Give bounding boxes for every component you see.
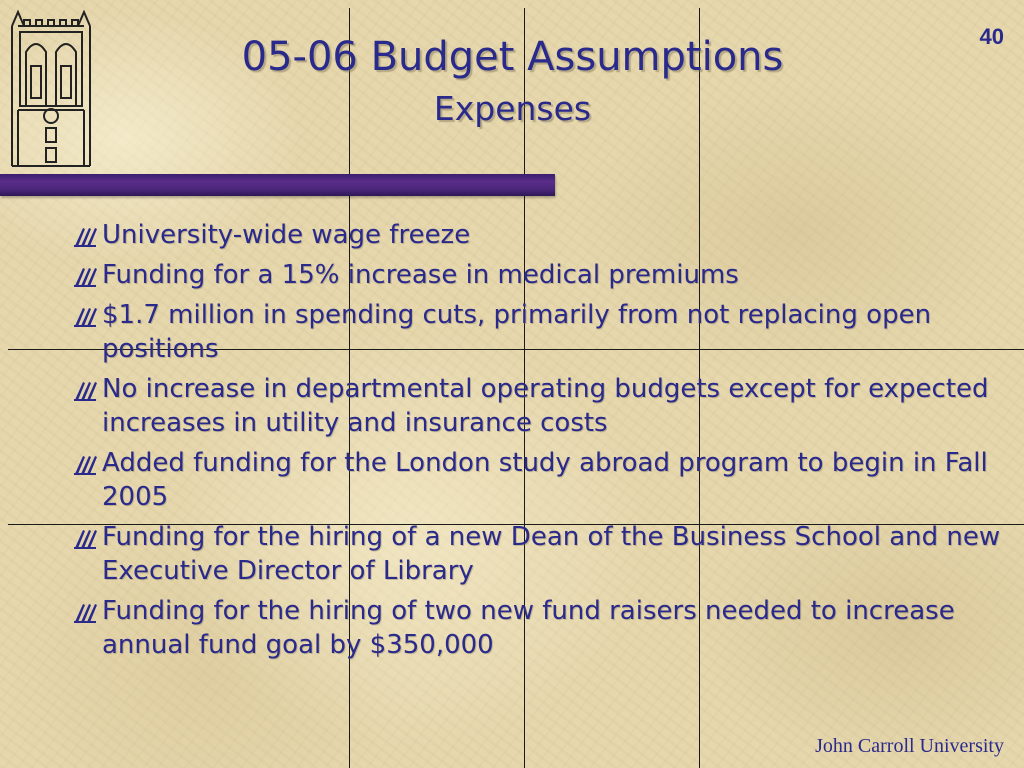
bullet-list	[74, 218, 1004, 668]
bullet-item	[74, 218, 1004, 252]
title-block	[110, 28, 915, 132]
university-tower-logo	[6, 6, 96, 174]
pen-quill-icon	[74, 601, 100, 623]
pen-quill-icon	[74, 305, 100, 327]
pen-quill-icon	[74, 527, 100, 549]
bullet-item	[74, 258, 1004, 292]
pen-quill-icon	[74, 453, 100, 475]
bullet-item	[74, 520, 1004, 588]
bullet-text: $1.7 million in spending cuts, primarily from not replacing open positions	[102, 300, 932, 364]
pen-quill-icon	[74, 265, 100, 287]
title-divider-bar	[0, 174, 555, 196]
bullet-item	[74, 446, 1004, 514]
bullet-item	[74, 298, 1004, 366]
bullet-text: University-wide wage freeze	[102, 220, 471, 250]
bullet-text: No increase in departmental operating budgets except for expected increases in utility and insurance costs	[102, 374, 989, 438]
bullet-text: Added funding for the London study abroad program to begin in Fall 2005	[102, 448, 988, 512]
bullet-text: Funding for the hiring of a new Dean of the Business School and new Executive Director of Library	[102, 522, 1001, 586]
pen-quill-icon	[74, 225, 100, 247]
page-title: 05-06 Budget Assumptions	[241, 34, 784, 80]
bullet-item	[74, 372, 1004, 440]
pen-quill-icon	[74, 379, 100, 401]
bullet-text: Funding for the hiring of two new fund raisers needed to increase annual fund goal by $350,000	[102, 596, 955, 660]
bullet-text: Funding for a 15% increase in medical premiums	[102, 260, 739, 290]
bullet-item	[74, 594, 1004, 662]
footer-university-name: John Carroll University	[815, 735, 1004, 757]
page-subtitle: Expenses	[433, 89, 592, 128]
slide-number: 40	[979, 24, 1004, 49]
